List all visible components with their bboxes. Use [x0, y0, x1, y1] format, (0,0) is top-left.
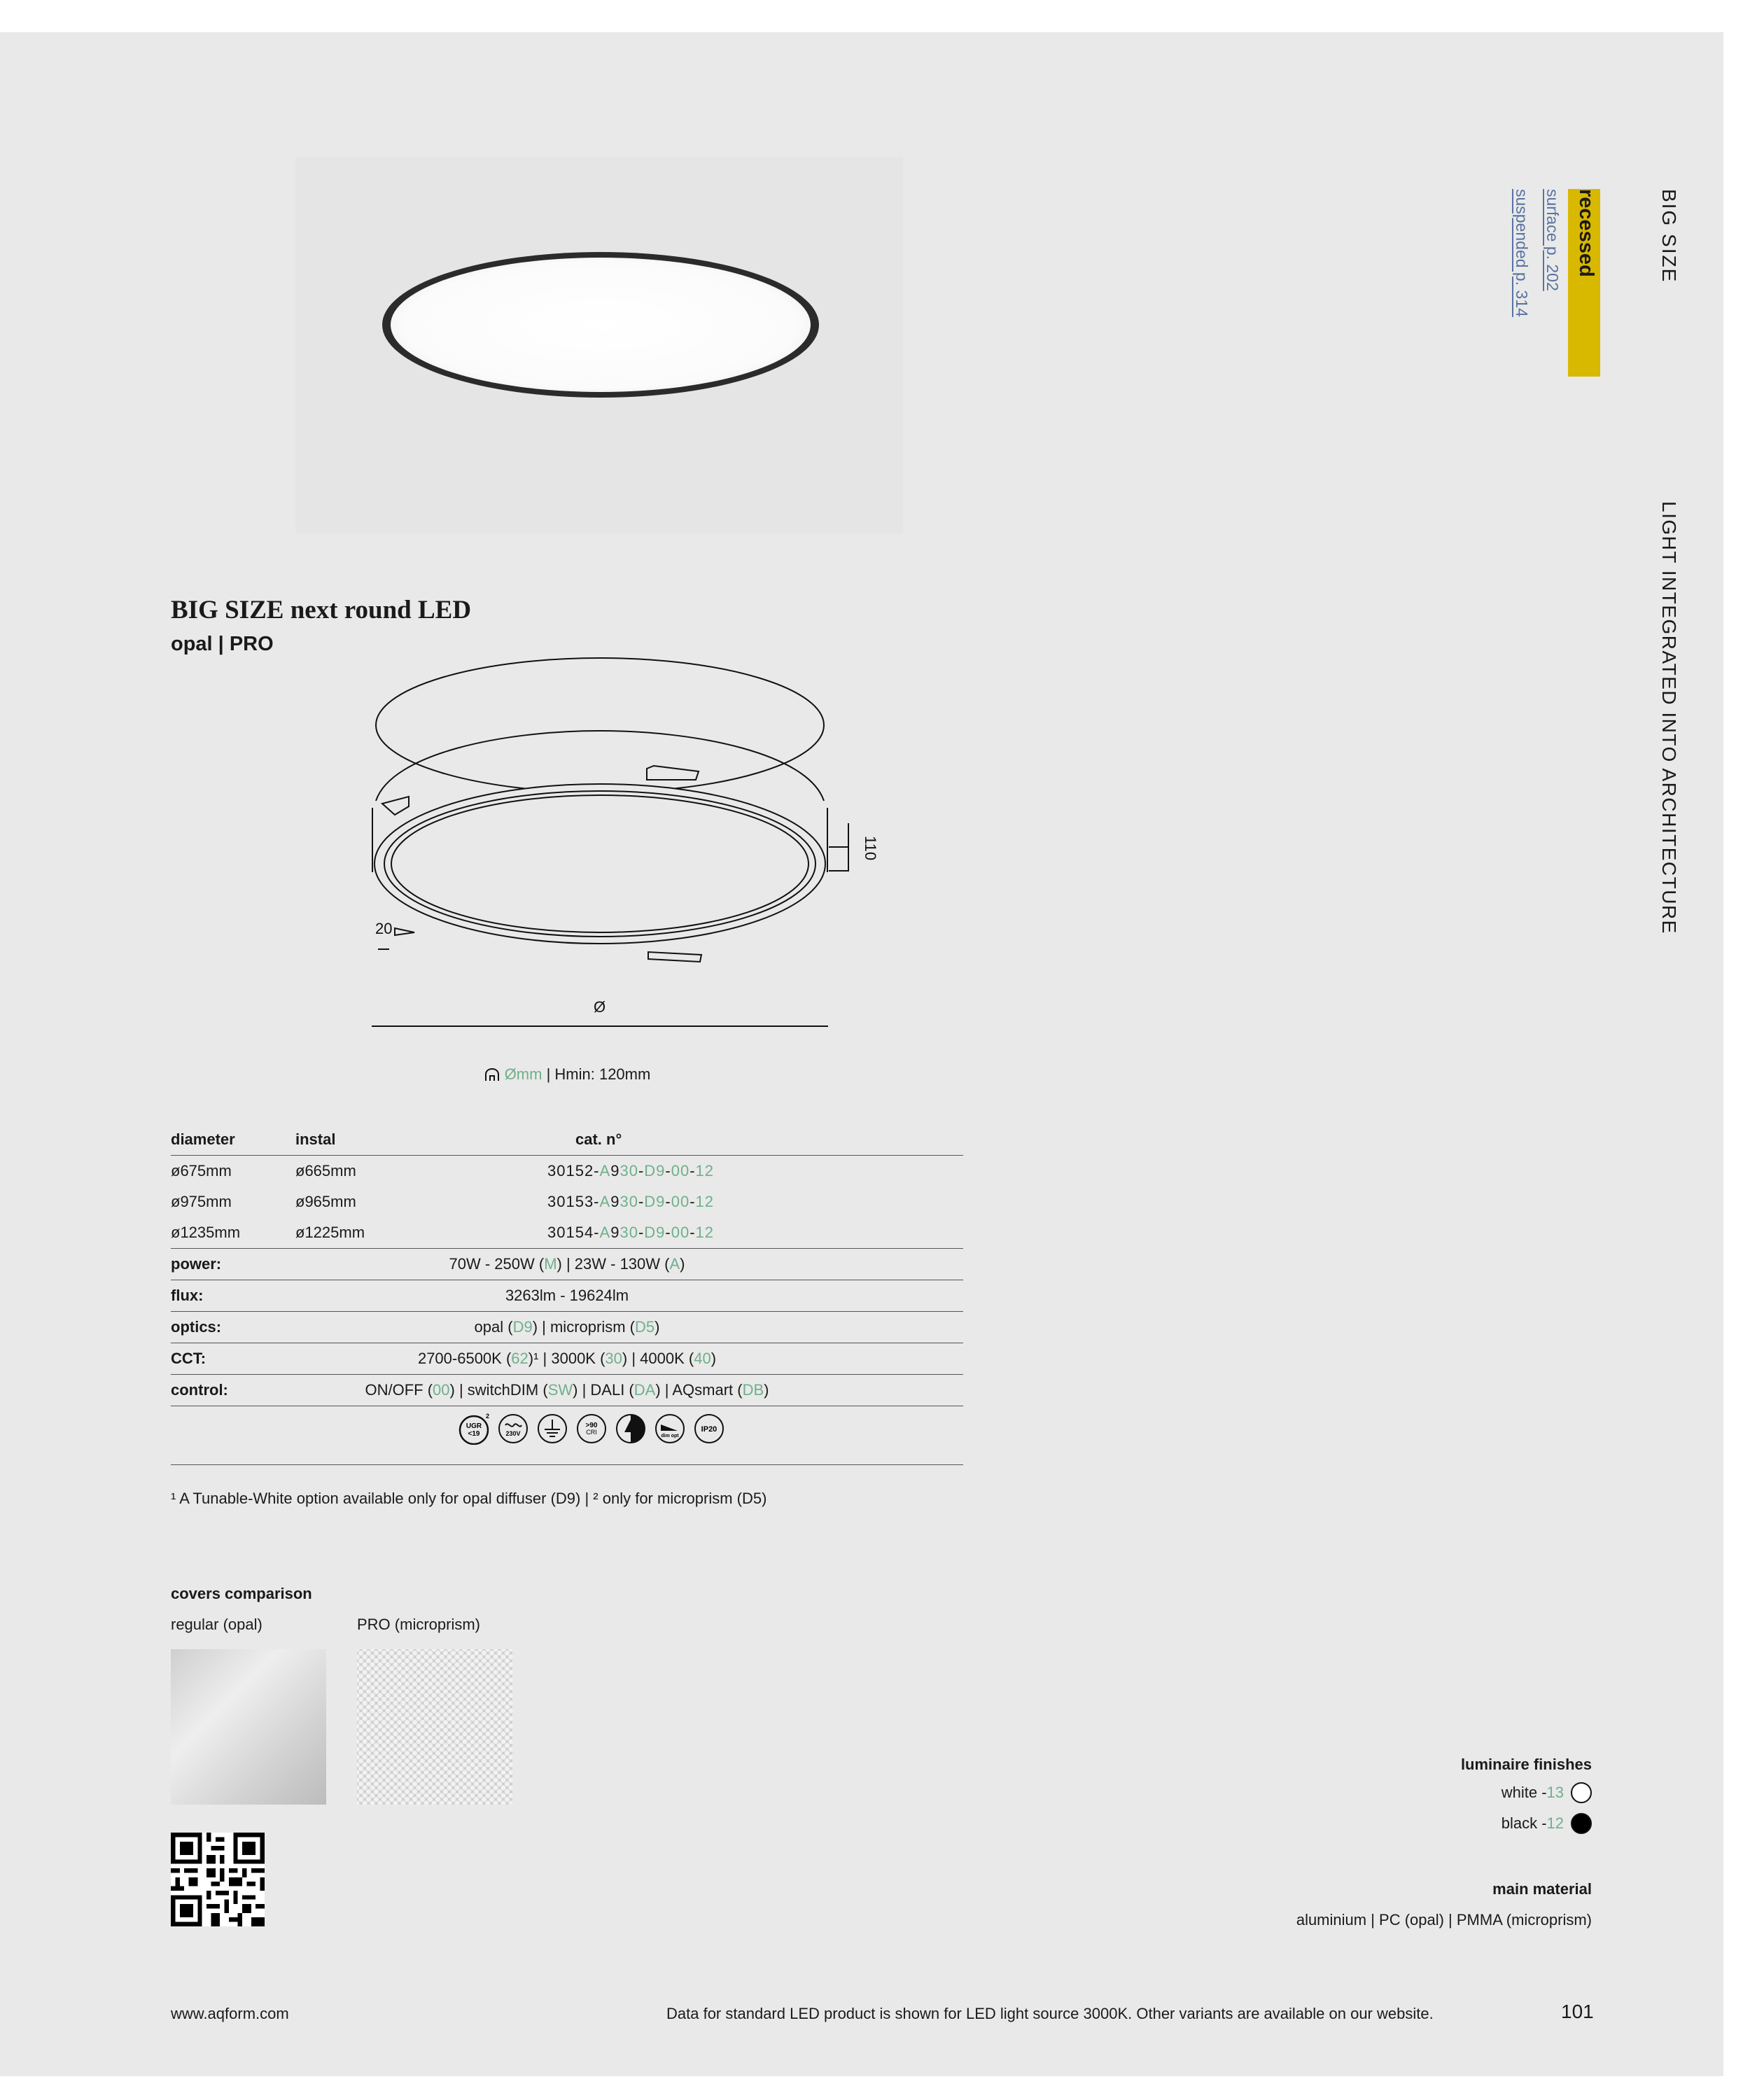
ugr-icon [458, 1413, 490, 1445]
diameter-cell: ø675mm [171, 1162, 232, 1180]
flux-row [171, 1280, 963, 1312]
cat-number-cell: 30153-A930-D9-00-12 [547, 1193, 715, 1210]
recessed-tag-label: recessed [1575, 189, 1597, 277]
header-cat: cat. n° [442, 1124, 963, 1156]
cutout-icon [484, 1067, 500, 1082]
diameter-dimension: Ø [594, 998, 606, 1016]
table-row [171, 1186, 963, 1217]
finish-black-label: black - [1501, 1814, 1547, 1832]
dimming-icon [654, 1413, 686, 1445]
finish-black[interactable] [1502, 1813, 1592, 1834]
cat-number-cell: 30154-A930-D9-00-12 [442, 1217, 963, 1249]
suspended-link[interactable]: suspended p. 314 [1513, 189, 1531, 317]
svg-text:UGR: UGR [465, 1422, 482, 1430]
side-subtitle: LIGHT INTEGRATED INTO ARCHITECTURE [1658, 501, 1680, 934]
side-title: BIG SIZE [1658, 189, 1680, 284]
power-row [171, 1249, 963, 1280]
cover-opal-label: regular (opal) [171, 1616, 262, 1633]
table-row [171, 1217, 963, 1249]
footer-note: Data for standard LED product is shown for LED light source 3000K. Other variants are available on our website. [666, 2005, 1434, 2022]
opal-cover-swatch [171, 1649, 326, 1805]
flux-label: flux: [171, 1280, 295, 1312]
instal-cell: ø665mm [295, 1162, 356, 1180]
feature-icons [171, 1404, 963, 1465]
technical-drawing [350, 655, 882, 1047]
diameter-cell: ø1235mm [171, 1217, 295, 1249]
cat-number-cell: 30152-A930-D9-00-12 [547, 1162, 715, 1180]
instal-cell: ø1225mm [295, 1217, 442, 1249]
header-diameter: diameter [171, 1124, 295, 1156]
control-value: ON/OFF (00) | switchDIM (SW) | DALI (DA) | AQsmart (DB) [295, 1375, 963, 1406]
cct-value: 2700-6500K (62)¹ | 3000K (30) | 4000K (40) [295, 1343, 963, 1375]
control-row [171, 1375, 963, 1406]
product-photo [295, 157, 903, 533]
surface-link[interactable]: surface p. 202 [1544, 189, 1562, 291]
header-instal: instal [295, 1124, 442, 1156]
website-link[interactable]: www.aqform.com [171, 2005, 289, 2022]
cover-pro-label: PRO (microprism) [357, 1616, 480, 1633]
table-row [171, 1156, 963, 1187]
power-value: 70W - 250W (M) | 23W - 130W (A) [295, 1249, 963, 1280]
svg-text:2: 2 [486, 1413, 490, 1420]
rim-dimension: 20 [375, 920, 393, 937]
page-number: 101 [1561, 2001, 1594, 2022]
light-direction-icon [615, 1413, 647, 1445]
finish-white-code: 13 [1546, 1784, 1564, 1801]
cct-row [171, 1343, 963, 1375]
hmin-value: | Hmin: 120mm [542, 1065, 651, 1083]
optics-value: opal (D9) | microprism (D5) [295, 1312, 963, 1343]
cutout-value: Ømm [504, 1065, 542, 1083]
optics-row [171, 1312, 963, 1343]
spec-table [171, 1124, 963, 1406]
voltage-icon [497, 1413, 529, 1445]
svg-text:<19: <19 [468, 1430, 480, 1438]
svg-text:dim opt: dim opt [661, 1434, 679, 1438]
product-subtitle: opal | PRO [171, 633, 274, 655]
product-title: BIG SIZE next round LED [171, 596, 472, 624]
instal-cell: ø965mm [295, 1193, 356, 1210]
control-label: control: [171, 1375, 295, 1406]
cct-label: CCT: [171, 1343, 295, 1375]
optics-label: optics: [171, 1312, 295, 1343]
flux-value: 3263lm - 19624lm [295, 1280, 963, 1312]
black-swatch-icon [1571, 1813, 1592, 1834]
covers-title: covers comparison [171, 1585, 312, 1602]
finish-white[interactable] [1502, 1782, 1592, 1803]
finish-white-label: white - [1501, 1784, 1547, 1801]
svg-text:230V: 230V [505, 1430, 521, 1437]
svg-text:>90: >90 [585, 1422, 598, 1429]
earth-ground-icon [536, 1413, 568, 1445]
svg-text:IP20: IP20 [701, 1425, 718, 1434]
cri-icon [575, 1413, 608, 1445]
material-value: aluminium | PC (opal) | PMMA (microprism) [1296, 1911, 1592, 1928]
material-title: main material [1492, 1880, 1592, 1898]
svg-text:CRI: CRI [586, 1429, 597, 1436]
footnote: ¹ A Tunable-White option available only for opal diffuser (D9) | ² only for microprism (D5) [171, 1490, 767, 1507]
ip-rating-icon [693, 1413, 725, 1445]
microprism-cover-swatch [357, 1649, 512, 1805]
height-dimension: 110 [862, 836, 879, 861]
catalog-page [0, 32, 1723, 2076]
diameter-cell: ø975mm [171, 1193, 232, 1210]
white-swatch-icon [1571, 1782, 1592, 1803]
installation-info [171, 1065, 963, 1084]
finish-black-code: 12 [1546, 1814, 1564, 1832]
table-header-row [171, 1124, 963, 1156]
recessed-tag [1568, 189, 1600, 377]
finishes-title: luminaire finishes [1460, 1756, 1592, 1773]
power-label: power: [171, 1249, 295, 1280]
qr-code[interactable] [171, 1833, 265, 1926]
